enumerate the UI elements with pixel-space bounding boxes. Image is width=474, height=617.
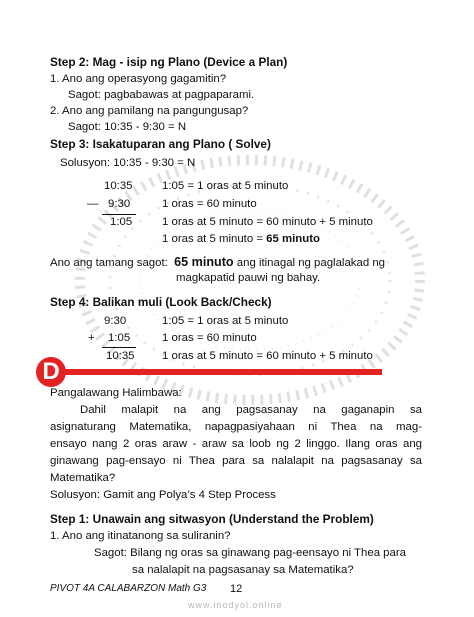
step4-row-3-text: 1 oras at 5 minuto = 60 minuto + 5 minuto	[162, 350, 373, 362]
step2-question-1: 1. Ano ang operasyong gagamitin?	[50, 73, 227, 85]
step3-row-2-value: 9:30	[108, 198, 131, 210]
paragraph-line-2: asignaturang Matematika, napagpasiyahaan ni Thea na mag-	[50, 421, 422, 433]
paragraph-line-3: ensayo nang 2 oras araw - araw sa loob ng 2 linggo. Ilang oras ang	[50, 438, 422, 450]
step3-heading: Step 3: Isakatuparan ang Plano ( Solve)	[50, 137, 271, 151]
step4-row-2-value: 1:05	[108, 332, 131, 344]
step3-result	[162, 233, 320, 245]
answer-line-2: magkapatid pauwi ng bahay.	[176, 272, 321, 284]
answer-suffix: ang itinagal ng paglalakad ng	[233, 257, 385, 269]
step1-question-1: 1. Ano ang itinatanong sa suliranin?	[50, 530, 231, 542]
step4-heading: Step 4: Balikan muli (Look Back/Check)	[50, 295, 272, 309]
step3-row-2-text: 1 oras = 60 minuto	[162, 198, 257, 210]
step1-heading: Step 1: Unawain ang sitwasyon (Understand the Problem)	[50, 512, 374, 526]
step4-addition-line	[102, 347, 136, 348]
step4-row-1-text: 1:05 = 1 oras at 5 minuto	[162, 315, 289, 327]
paragraph-line-5: Matematika?	[50, 472, 116, 484]
step1-answer-line-2: sa nalalapit na pagsasanay sa Matematika?	[132, 564, 354, 576]
page-number: 12	[230, 583, 243, 595]
solusyon-process: Solusyon: Gamit ang Polya’s 4 Step Process	[50, 489, 276, 501]
site-watermark: www.inodyol.online	[188, 600, 283, 610]
step3-solusyon: Solusyon: 10:35 - 9:30 = N	[60, 157, 196, 169]
step2-heading: Step 2: Mag - isip ng Plano (Device a Plan)	[50, 55, 288, 69]
step3-row-1-text: 1:05 = 1 oras at 5 minuto	[162, 180, 289, 192]
paragraph-line-4: ginawang pag-ensayo ni Thea para sa nalalapit na pagsasanay sa	[50, 455, 422, 467]
step3-minus-sign: —	[87, 198, 99, 210]
answer-line-1	[50, 255, 385, 269]
step4-row-1-value: 9:30	[104, 315, 127, 327]
step3-row-3-value: 1:05	[110, 216, 133, 228]
step3-row-1-value: 10:35	[104, 180, 133, 192]
step3-result-prefix: 1 oras at 5 minuto =	[162, 233, 267, 245]
step2-question-2: 2. Ano ang pamilang na pangungusap?	[50, 105, 249, 117]
step1-answer-line-1: Sagot: Bilang ng oras sa ginawang pag-eensayo ni Thea para	[94, 547, 406, 559]
step4-plus-sign: +	[88, 332, 95, 344]
answer-bold: 65 minuto	[174, 255, 234, 269]
step2-answer-1: Sagot: pagbabawas at pagpaparami.	[68, 89, 255, 101]
section-divider-bar	[56, 369, 382, 375]
step4-row-3-value: 10:35	[106, 350, 135, 362]
section-d-badge: D	[36, 357, 66, 387]
halimbawa-title: Pangalawang Halimbawa:	[50, 387, 182, 399]
footer-label: PIVOT 4A CALABARZON Math G3	[50, 583, 207, 594]
step2-answer-2: Sagot: 10:35 - 9:30 = N	[68, 121, 187, 133]
step3-result-bold: 65 minuto	[266, 233, 320, 245]
paragraph-line-1: Dahil malapit na ang pagsasanay na gaganapin sa	[80, 404, 422, 416]
step4-row-2-text: 1 oras = 60 minuto	[162, 332, 257, 344]
answer-prefix: Ano ang tamang sagot:	[50, 257, 168, 269]
step3-row-3-text: 1 oras at 5 minuto = 60 minuto + 5 minuto	[162, 216, 373, 228]
